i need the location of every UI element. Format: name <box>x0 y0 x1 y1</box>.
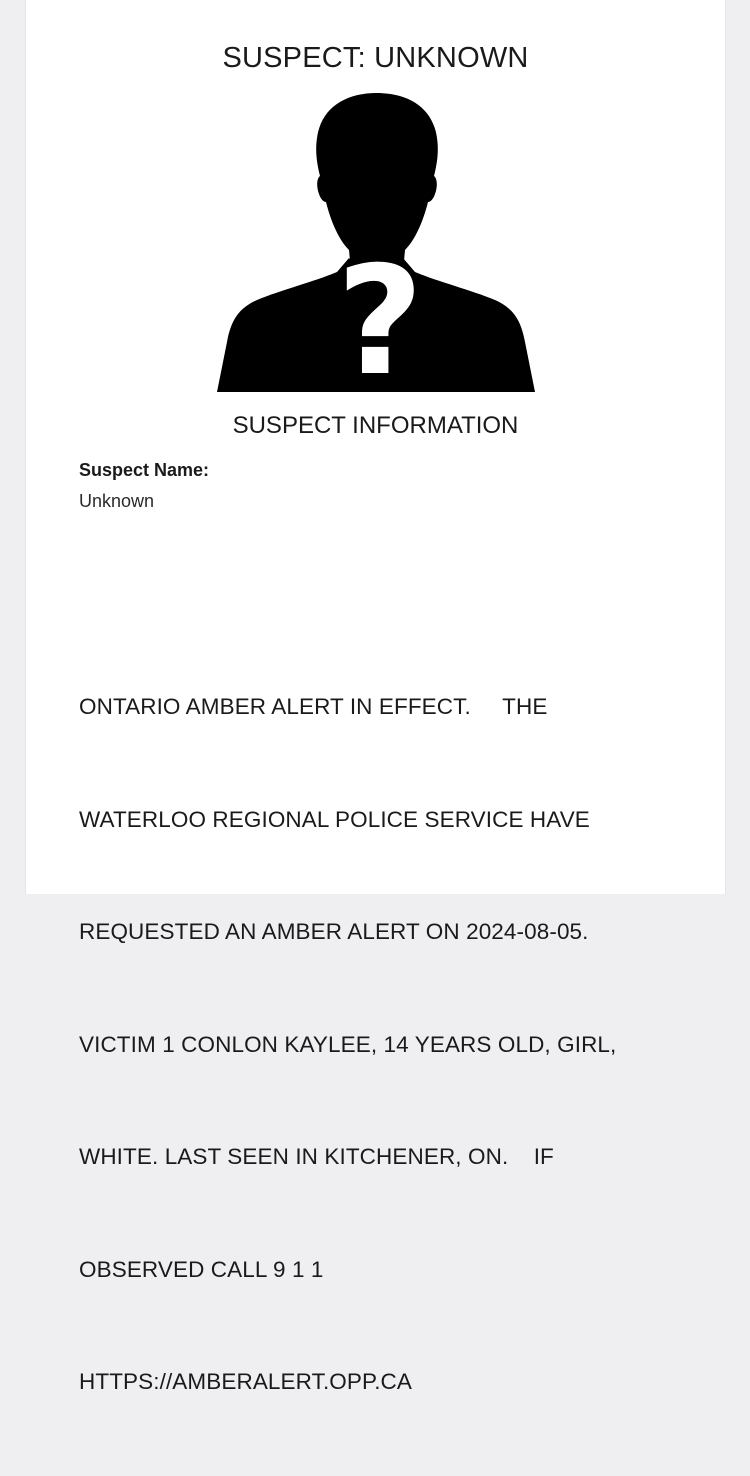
svg-text:?: ? <box>336 235 424 392</box>
alert-line: WATERLOO REGIONAL POLICE SERVICE HAVE <box>79 806 590 832</box>
suspect-name-label: Suspect Name: <box>79 460 210 480</box>
alert-line: OBSERVED CALL 9 1 1 <box>79 1256 324 1282</box>
unknown-person-silhouette-icon <box>217 90 535 392</box>
suspect-information-heading: SUSPECT INFORMATION <box>232 412 519 439</box>
alert-line: REQUESTED AN AMBER ALERT ON 2024-08-05. <box>79 919 589 944</box>
alert-link[interactable]: HTTPS://AMBERALERT.OPP.CA <box>79 1369 413 1394</box>
alert-message <box>79 613 679 1476</box>
alert-line: ONTARIO AMBER ALERT IN EFFECT. THE <box>79 694 548 719</box>
alert-card <box>25 0 726 1394</box>
alert-line: VICTIM 1 CONLON KAYLEE, 14 YEARS OLD, GIRL, <box>79 1031 617 1057</box>
suspect-name-value: Unknown <box>79 491 155 511</box>
suspect-title: SUSPECT: UNKNOWN <box>222 42 529 74</box>
alert-line: WHITE. LAST SEEN IN KITCHENER, ON. IF <box>79 1144 554 1169</box>
